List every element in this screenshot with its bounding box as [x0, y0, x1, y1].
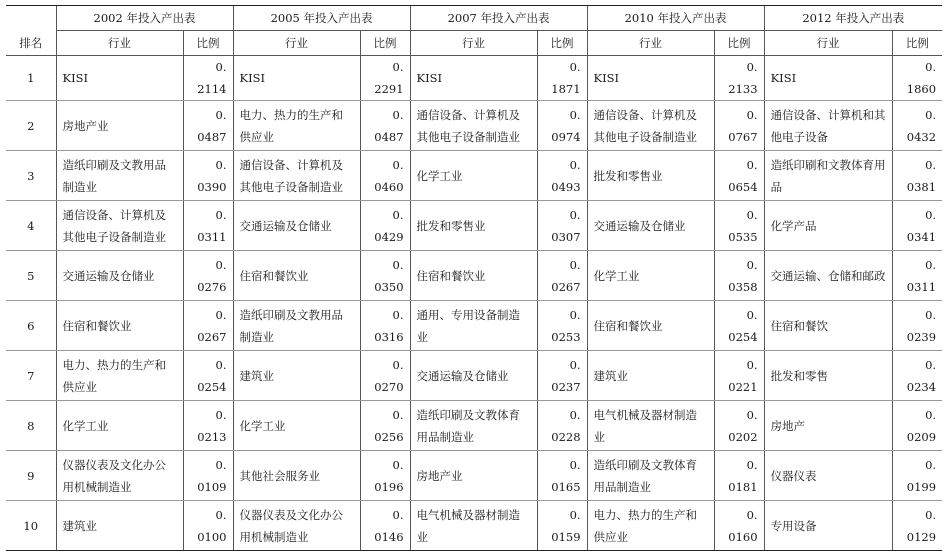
ratio-cell: 0. 0228 [537, 401, 587, 451]
ratio-cell: 0. 0256 [360, 401, 410, 451]
industry-cell: 电力、热力的生产和供应业 [56, 351, 183, 401]
table-row [6, 101, 942, 151]
ratio-cell: 0. 0237 [537, 351, 587, 401]
industry-cell: 通信设备、计算机及其他电子设备制造业 [56, 201, 183, 251]
ratio-cell: 0. 0160 [714, 501, 764, 551]
input-output-ranking-table [6, 5, 942, 551]
industry-cell: 造纸印刷及文教体育用品制造业 [410, 401, 537, 451]
year-header: 2002 年投入产出表 [56, 6, 233, 31]
industry-cell: 造纸印刷及文教用品制造业 [233, 301, 360, 351]
industry-cell: KISI [764, 56, 892, 101]
table-row [6, 251, 942, 301]
rank-cell: 8 [6, 401, 56, 451]
rank-cell: 1 [6, 56, 56, 101]
ratio-cell: 0. 0213 [183, 401, 233, 451]
table-row [6, 56, 942, 101]
ratio-cell: 0. 2114 [183, 56, 233, 101]
ratio-cell: 0. 0493 [537, 151, 587, 201]
industry-cell: 专用设备 [764, 501, 892, 551]
industry-cell: 仪器仪表 [764, 451, 892, 501]
industry-cell: 住宿和餐饮业 [410, 251, 537, 301]
industry-cell: 化学工业 [233, 401, 360, 451]
industry-cell: KISI [410, 56, 537, 101]
rank-cell: 4 [6, 201, 56, 251]
ratio-cell: 0. 0146 [360, 501, 410, 551]
ratio-cell: 0. 0165 [537, 451, 587, 501]
rank-cell: 2 [6, 101, 56, 151]
ratio-cell: 0. 0196 [360, 451, 410, 501]
industry-cell: 住宿和餐饮 [764, 301, 892, 351]
industry-cell: 通信设备、计算机和其他电子设备 [764, 101, 892, 151]
industry-cell: 其他社会服务业 [233, 451, 360, 501]
ratio-cell: 0. 0239 [892, 301, 942, 351]
rank-column-header: 排名 [6, 31, 56, 56]
ratio-cell: 0. 2133 [714, 56, 764, 101]
rank-cell: 5 [6, 251, 56, 301]
ratio-cell: 0. 1860 [892, 56, 942, 101]
ratio-cell: 0. 0358 [714, 251, 764, 301]
ratio-column-header: 比例 [360, 31, 410, 56]
ratio-cell: 0. 0432 [892, 101, 942, 151]
ratio-cell: 0. 1871 [537, 56, 587, 101]
ratio-cell: 0. 0253 [537, 301, 587, 351]
year-header: 2007 年投入产出表 [410, 6, 587, 31]
industry-cell: 造纸印刷和文教体育用品 [764, 151, 892, 201]
industry-column-header: 行业 [56, 31, 183, 56]
industry-cell: 化学工业 [56, 401, 183, 451]
industry-cell: 建筑业 [587, 351, 714, 401]
industry-cell: 建筑业 [56, 501, 183, 551]
ratio-cell: 0. 0341 [892, 201, 942, 251]
ratio-cell: 0. 0316 [360, 301, 410, 351]
ratio-cell: 0. 0390 [183, 151, 233, 201]
table-row [6, 351, 942, 401]
ratio-cell: 0. 0202 [714, 401, 764, 451]
ratio-cell: 0. 0100 [183, 501, 233, 551]
ratio-cell: 0. 0129 [892, 501, 942, 551]
industry-cell: KISI [56, 56, 183, 101]
industry-column-header: 行业 [764, 31, 892, 56]
table-row [6, 301, 942, 351]
ratio-column-header: 比例 [892, 31, 942, 56]
ratio-cell: 0. 0535 [714, 201, 764, 251]
industry-cell: 通信设备、计算机及其他电子设备制造业 [410, 101, 537, 151]
table-row [6, 451, 942, 501]
industry-cell: 仪器仪表及文化办公用机械制造业 [56, 451, 183, 501]
rank-cell: 9 [6, 451, 56, 501]
rank-header-spacer [6, 6, 56, 31]
industry-cell: 批发和零售业 [587, 151, 714, 201]
year-header: 2012 年投入产出表 [764, 6, 942, 31]
industry-column-header: 行业 [233, 31, 360, 56]
rank-cell: 6 [6, 301, 56, 351]
ratio-cell: 0. 0350 [360, 251, 410, 301]
industry-cell: 房地产业 [410, 451, 537, 501]
ratio-cell: 0. 0181 [714, 451, 764, 501]
industry-cell: 房地产 [764, 401, 892, 451]
ratio-cell: 0. 0307 [537, 201, 587, 251]
industry-cell: 住宿和餐饮业 [233, 251, 360, 301]
ratio-cell: 0. 0311 [892, 251, 942, 301]
industry-cell: 电气机械及器材制造业 [410, 501, 537, 551]
industry-cell: 电力、热力的生产和供应业 [233, 101, 360, 151]
ratio-cell: 0. 0109 [183, 451, 233, 501]
ratio-cell: 0. 2291 [360, 56, 410, 101]
ratio-cell: 0. 0767 [714, 101, 764, 151]
industry-cell: 批发和零售业 [410, 201, 537, 251]
year-header: 2010 年投入产出表 [587, 6, 764, 31]
ratio-column-header: 比例 [714, 31, 764, 56]
rank-cell: 3 [6, 151, 56, 201]
table-row [6, 151, 942, 201]
industry-cell: 住宿和餐饮业 [587, 301, 714, 351]
ratio-cell: 0. 0159 [537, 501, 587, 551]
industry-cell: 批发和零售 [764, 351, 892, 401]
industry-column-header: 行业 [410, 31, 537, 56]
industry-cell: 造纸印刷及文教用品制造业 [56, 151, 183, 201]
ratio-cell: 0. 0311 [183, 201, 233, 251]
ratio-cell: 0. 0221 [714, 351, 764, 401]
ratio-cell: 0. 0254 [183, 351, 233, 401]
ratio-cell: 0. 0270 [360, 351, 410, 401]
ratio-cell: 0. 0209 [892, 401, 942, 451]
industry-cell: 交通运输及仓储业 [56, 251, 183, 301]
ratio-column-header: 比例 [537, 31, 587, 56]
table-row [6, 201, 942, 251]
industry-cell: 建筑业 [233, 351, 360, 401]
industry-cell: 通信设备、计算机及其他电子设备制造业 [587, 101, 714, 151]
industry-cell: 交通运输及仓储业 [410, 351, 537, 401]
ratio-cell: 0. 0267 [183, 301, 233, 351]
industry-cell: 造纸印刷及文教体育用品制造业 [587, 451, 714, 501]
year-header-row [6, 6, 942, 31]
ratio-cell: 0. 0974 [537, 101, 587, 151]
industry-cell: 仪器仪表及文化办公用机械制造业 [233, 501, 360, 551]
ratio-cell: 0. 0487 [183, 101, 233, 151]
table-body [6, 56, 942, 551]
rank-cell: 7 [6, 351, 56, 401]
year-header: 2005 年投入产出表 [233, 6, 410, 31]
ratio-cell: 0. 0460 [360, 151, 410, 201]
ratio-cell: 0. 0276 [183, 251, 233, 301]
ratio-column-header: 比例 [183, 31, 233, 56]
ratio-cell: 0. 0381 [892, 151, 942, 201]
industry-cell: 房地产业 [56, 101, 183, 151]
industry-cell: 通信设备、计算机及其他电子设备制造业 [233, 151, 360, 201]
industry-cell: 化学产品 [764, 201, 892, 251]
ratio-cell: 0. 0429 [360, 201, 410, 251]
industry-cell: KISI [587, 56, 714, 101]
ratio-cell: 0. 0654 [714, 151, 764, 201]
column-header-row [6, 31, 942, 56]
industry-cell: 电气机械及器材制造业 [587, 401, 714, 451]
industry-column-header: 行业 [587, 31, 714, 56]
industry-cell: 化学工业 [587, 251, 714, 301]
table-row [6, 501, 942, 551]
industry-cell: 交通运输及仓储业 [587, 201, 714, 251]
ratio-cell: 0. 0487 [360, 101, 410, 151]
industry-cell: 化学工业 [410, 151, 537, 201]
ratio-cell: 0. 0254 [714, 301, 764, 351]
rank-cell: 10 [6, 501, 56, 551]
ratio-cell: 0. 0267 [537, 251, 587, 301]
industry-cell: 住宿和餐饮业 [56, 301, 183, 351]
industry-cell: 通用、专用设备制造业 [410, 301, 537, 351]
industry-cell: 交通运输及仓储业 [233, 201, 360, 251]
table-row [6, 401, 942, 451]
industry-cell: 交通运输、仓储和邮政 [764, 251, 892, 301]
industry-cell: 电力、热力的生产和供应业 [587, 501, 714, 551]
ratio-cell: 0. 0199 [892, 451, 942, 501]
ratio-cell: 0. 0234 [892, 351, 942, 401]
industry-cell: KISI [233, 56, 360, 101]
